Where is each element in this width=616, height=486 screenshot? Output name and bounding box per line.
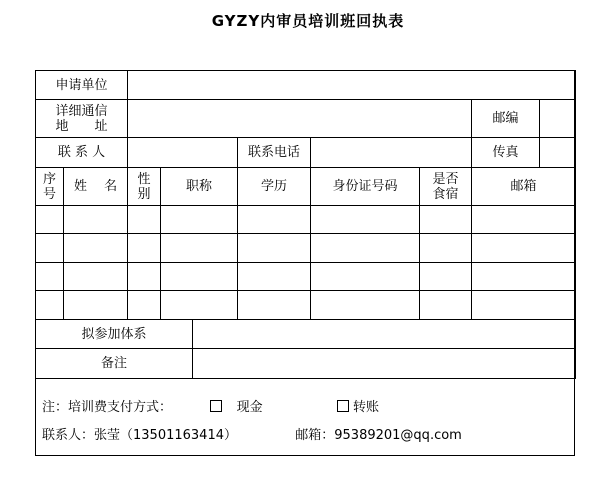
fax-label: 传真 [472, 138, 540, 167]
col-header-id-number: 身份证号码 [311, 168, 420, 206]
cell-id-number[interactable] [311, 234, 420, 263]
system-field[interactable] [193, 320, 575, 348]
address-field[interactable] [128, 100, 472, 138]
col-header-lodging-line2: 食宿 [432, 186, 459, 202]
cell-lodging[interactable] [420, 234, 472, 263]
applicant-unit-label: 申请单位 [36, 71, 128, 100]
phone-label: 联系电话 [238, 138, 311, 168]
col-header-title: 职称 [161, 168, 238, 206]
cell-name[interactable] [64, 291, 128, 320]
cell-gender[interactable] [128, 206, 161, 234]
col-header-gender-line1: 性 [137, 171, 151, 187]
system-label: 拟参加体系 [36, 320, 193, 348]
address-label [36, 100, 128, 138]
contact-info-line [42, 424, 462, 443]
table-row [36, 206, 576, 234]
cell-seq[interactable] [36, 291, 64, 320]
fax-field[interactable] [540, 138, 575, 167]
col-header-name: 姓 名 [64, 168, 128, 206]
cell-lodging[interactable] [420, 291, 472, 320]
cell-seq[interactable] [36, 234, 64, 263]
phone-field[interactable] [311, 138, 472, 168]
cell-gender[interactable] [128, 291, 161, 320]
system-row [36, 320, 576, 349]
applicant-unit-field[interactable] [128, 71, 576, 100]
contact-label: 联 系 人 [36, 138, 128, 168]
cell-email[interactable] [472, 234, 576, 263]
cell-title[interactable] [161, 206, 238, 234]
cell-name[interactable] [64, 234, 128, 263]
cash-label: 现金 [236, 400, 263, 415]
remarks-label: 备注 [36, 349, 193, 378]
remarks-field[interactable] [193, 349, 575, 378]
col-header-seq [36, 168, 64, 206]
postcode-cell [472, 100, 576, 138]
payment-label: 注：培训费支付方式： [42, 400, 173, 415]
col-header-education: 学历 [238, 168, 311, 206]
contact-info: 联系人：张莹（13501163414） [42, 428, 237, 443]
email-info: 邮箱：95389201@qq.com [295, 428, 462, 443]
page-title: GYZY内审员培训班回执表 [211, 12, 405, 30]
address-label-line1: 详细通信 [55, 103, 108, 119]
cell-email[interactable] [472, 263, 576, 291]
transfer-label: 转账 [353, 400, 380, 415]
col-header-lodging-line1: 是否 [432, 171, 459, 187]
col-header-seq-line1: 序 [42, 171, 56, 187]
cell-seq[interactable] [36, 206, 64, 234]
table-row [36, 263, 576, 291]
cell-title[interactable] [161, 234, 238, 263]
cell-education[interactable] [238, 206, 311, 234]
postcode-field[interactable] [540, 100, 575, 137]
address-label-line2: 地 址 [55, 118, 108, 134]
cell-title[interactable] [161, 263, 238, 291]
postcode-label: 邮编 [472, 100, 540, 137]
registration-table [35, 70, 576, 379]
col-header-gender [128, 168, 161, 206]
cell-education[interactable] [238, 234, 311, 263]
cell-gender[interactable] [128, 234, 161, 263]
transfer-checkbox[interactable] [337, 400, 349, 412]
cell-id-number[interactable] [311, 206, 420, 234]
cell-email[interactable] [472, 291, 576, 320]
cell-email[interactable] [472, 206, 576, 234]
col-header-lodging [420, 168, 472, 206]
fax-cell [472, 138, 576, 168]
cell-seq[interactable] [36, 263, 64, 291]
cell-name[interactable] [64, 206, 128, 234]
cell-name[interactable] [64, 263, 128, 291]
payment-line [42, 396, 379, 415]
col-header-gender-line2: 别 [137, 186, 151, 202]
cell-id-number[interactable] [311, 291, 420, 320]
cash-checkbox[interactable] [210, 400, 222, 412]
cell-education[interactable] [238, 263, 311, 291]
col-header-email: 邮箱 [472, 168, 576, 206]
table-row [36, 291, 576, 320]
cell-gender[interactable] [128, 263, 161, 291]
cell-lodging[interactable] [420, 206, 472, 234]
cell-title[interactable] [161, 291, 238, 320]
cell-lodging[interactable] [420, 263, 472, 291]
cell-education[interactable] [238, 291, 311, 320]
cell-id-number[interactable] [311, 263, 420, 291]
table-row [36, 234, 576, 263]
remarks-row [36, 349, 576, 379]
contact-field[interactable] [128, 138, 238, 168]
col-header-seq-line2: 号 [42, 186, 56, 202]
